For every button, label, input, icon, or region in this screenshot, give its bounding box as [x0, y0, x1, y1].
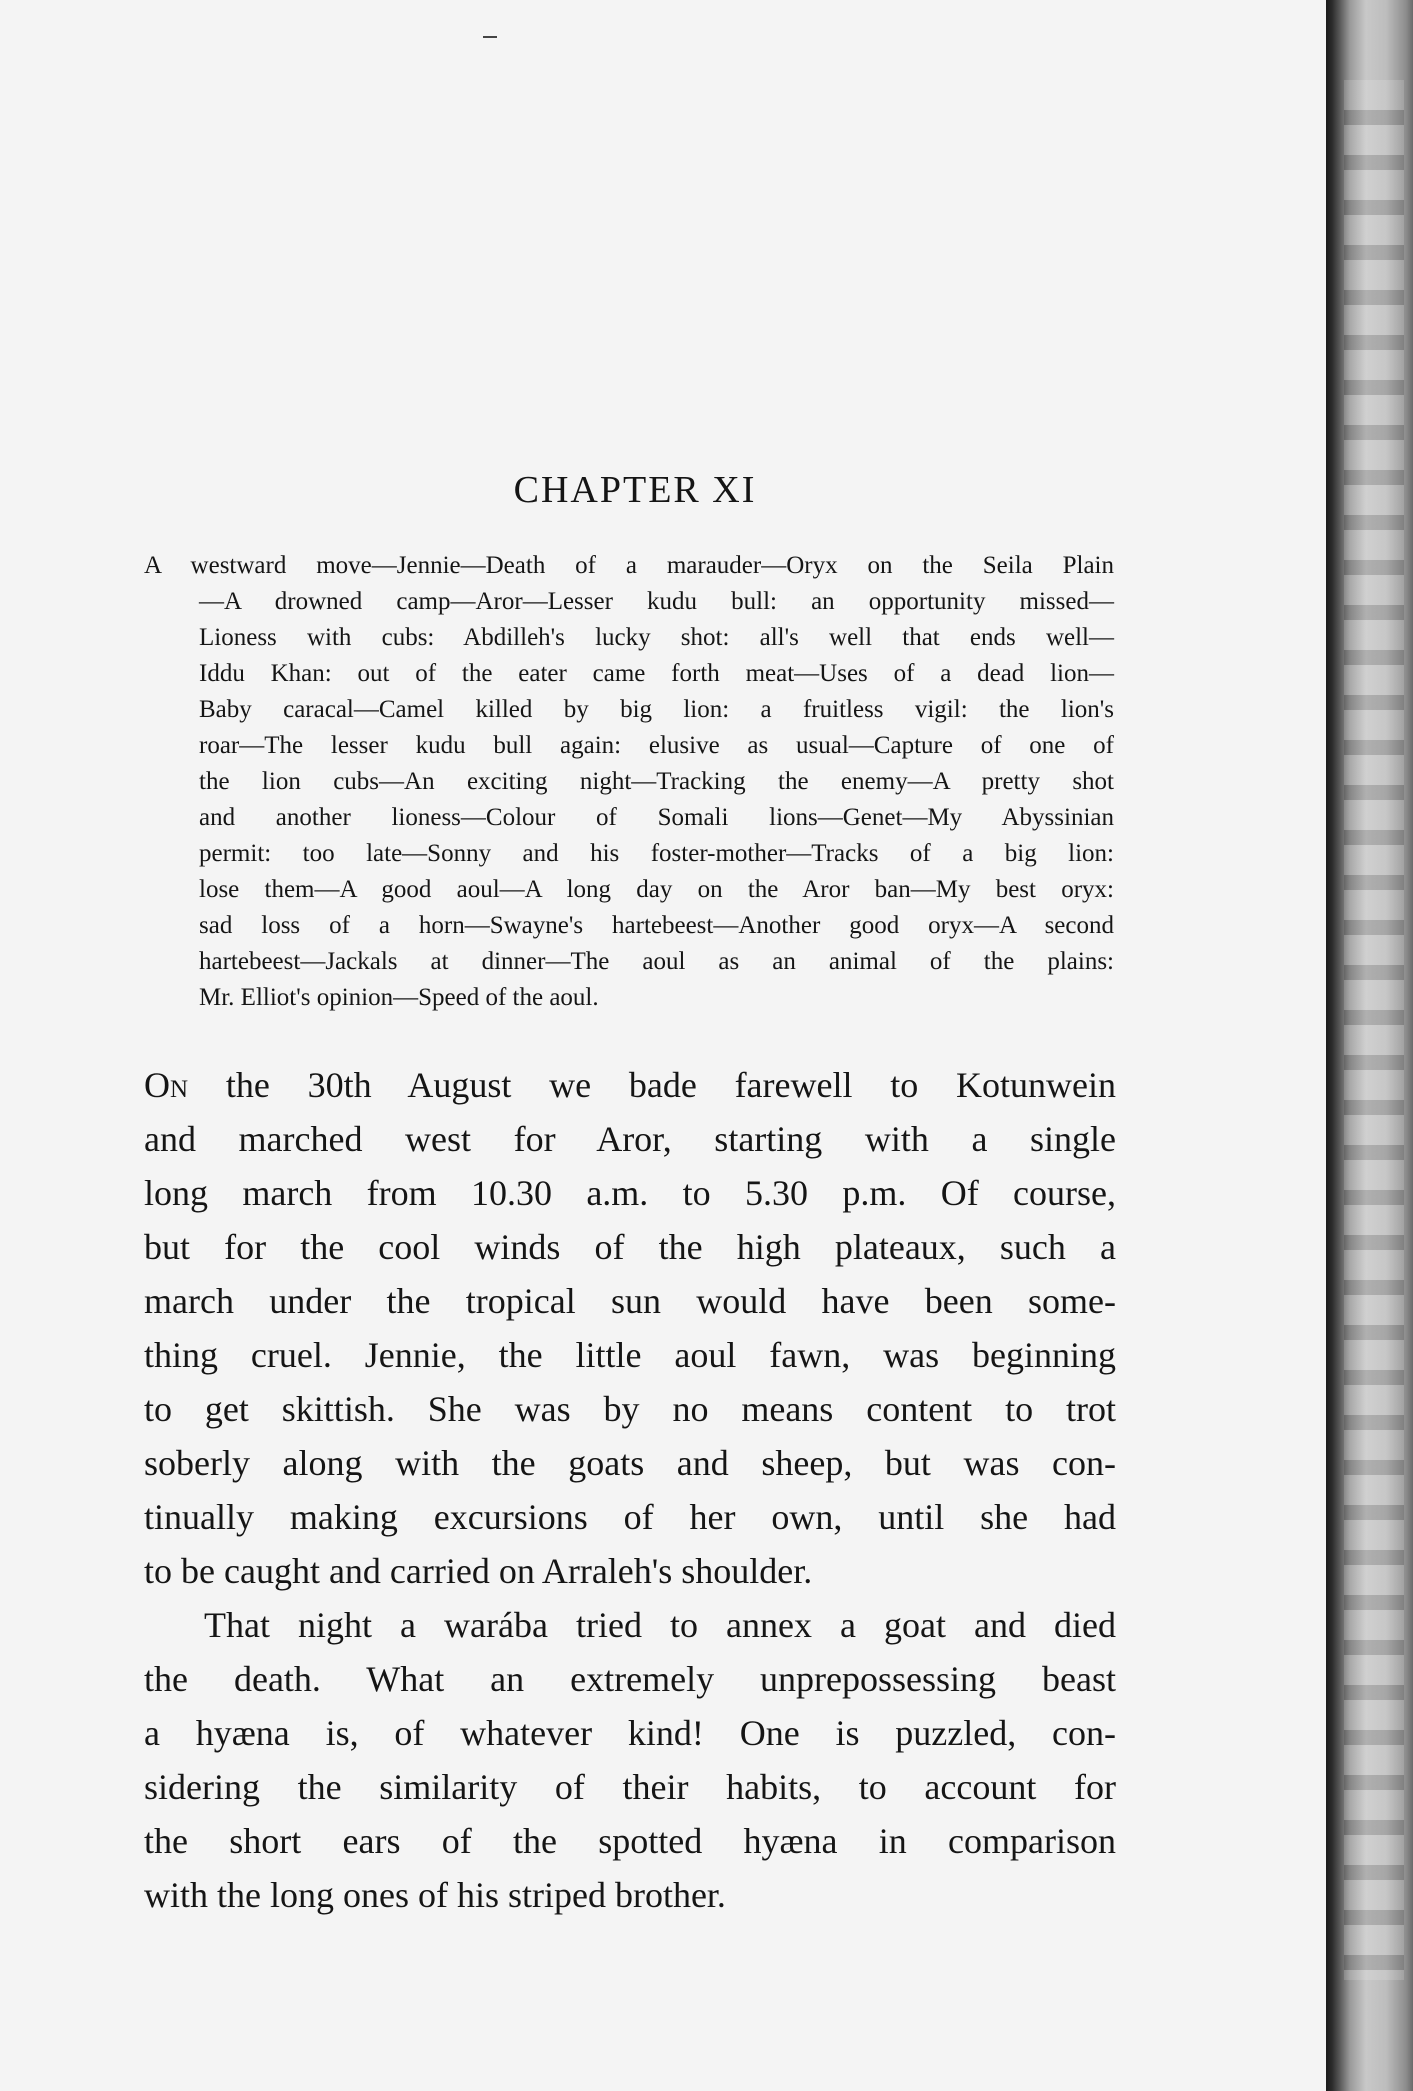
summary-line: and another lioness—Colour of Somali lions—Genet—My Abyssinian	[199, 804, 1114, 831]
summary-line: roar—The lesser kudu bull again: elusive as usual—Capture of one of	[199, 732, 1114, 759]
dropcap-word: On	[144, 1065, 189, 1105]
summary-line: sad loss of a horn—Swayne's hartebeest—Another good oryx—A second	[199, 912, 1114, 939]
paragraph-2-line: sidering the similarity of their habits, to account for	[144, 1767, 1116, 1807]
summary-line: lose them—A good aoul—A long day on the Aror ban—My best oryx:	[199, 876, 1114, 903]
paragraph-2-line: with the long ones of his striped brother.	[144, 1875, 726, 1915]
paragraph-1-line: long march from 10.30 a.m. to 5.30 p.m. Of course,	[144, 1173, 1116, 1213]
summary-line: Baby caracal—Camel killed by big lion: a fruitless vigil: the lion's	[199, 696, 1114, 723]
summary-line: Iddu Khan: out of the eater came forth meat—Uses of a dead lion—	[199, 660, 1114, 687]
summary-line: the lion cubs—An exciting night—Tracking the enemy—A pretty shot	[199, 768, 1114, 795]
paragraph-1-line: to be caught and carried on Arraleh's shoulder.	[144, 1551, 813, 1591]
top-mark	[483, 36, 497, 38]
paragraph-2-line: the short ears of the spotted hyæna in comparison	[144, 1821, 1116, 1861]
paragraph-1-line: but for the cool winds of the high plateaux, such a	[144, 1227, 1116, 1267]
paragraph-2-line: the death. What an extremely unprepossessing beast	[144, 1659, 1116, 1699]
chapter-title: CHAPTER XI	[513, 469, 757, 511]
summary-line: A westward move—Jennie—Death of a marauder—Oryx on the Seila Plain	[144, 552, 1114, 579]
paragraph-2-line: That night a warába tried to annex a goat and died	[204, 1605, 1116, 1645]
body-text	[144, 1058, 1116, 1922]
paragraph-1-line: the 30th August we bade farewell to Kotunwein	[188, 1065, 1116, 1105]
paragraph-2-line: a hyæna is, of whatever kind! One is puzzled, con-	[144, 1713, 1116, 1753]
summary-line: hartebeest—Jackals at dinner—The aoul as an animal of the plains:	[199, 948, 1114, 975]
paragraph-1-line: march under the tropical sun would have been some-	[144, 1281, 1116, 1321]
book-spine-edge	[1326, 0, 1413, 2091]
paragraph-1-line: to get skittish. She was by no means content to trot	[144, 1389, 1116, 1429]
paragraph-1-line: thing cruel. Jennie, the little aoul fawn, was beginning	[144, 1335, 1116, 1375]
paragraph-1-line-first	[144, 1058, 1116, 1112]
paragraph-1-line: soberly along with the goats and sheep, but was con-	[144, 1443, 1116, 1483]
paragraph-1-line: and marched west for Aror, starting with a single	[144, 1119, 1116, 1159]
paragraph-1-line: tinually making excursions of her own, until she had	[144, 1497, 1116, 1537]
summary-line: —A drowned camp—Aror—Lesser kudu bull: an opportunity missed—	[199, 588, 1114, 615]
summary-line: Lioness with cubs: Abdilleh's lucky shot: all's well that ends well—	[199, 624, 1114, 651]
chapter-summary	[144, 548, 1114, 1016]
summary-line: Mr. Elliot's opinion—Speed of the aoul.	[199, 984, 599, 1011]
summary-line: permit: too late—Sonny and his foster-mother—Tracks of a big lion:	[199, 840, 1114, 867]
